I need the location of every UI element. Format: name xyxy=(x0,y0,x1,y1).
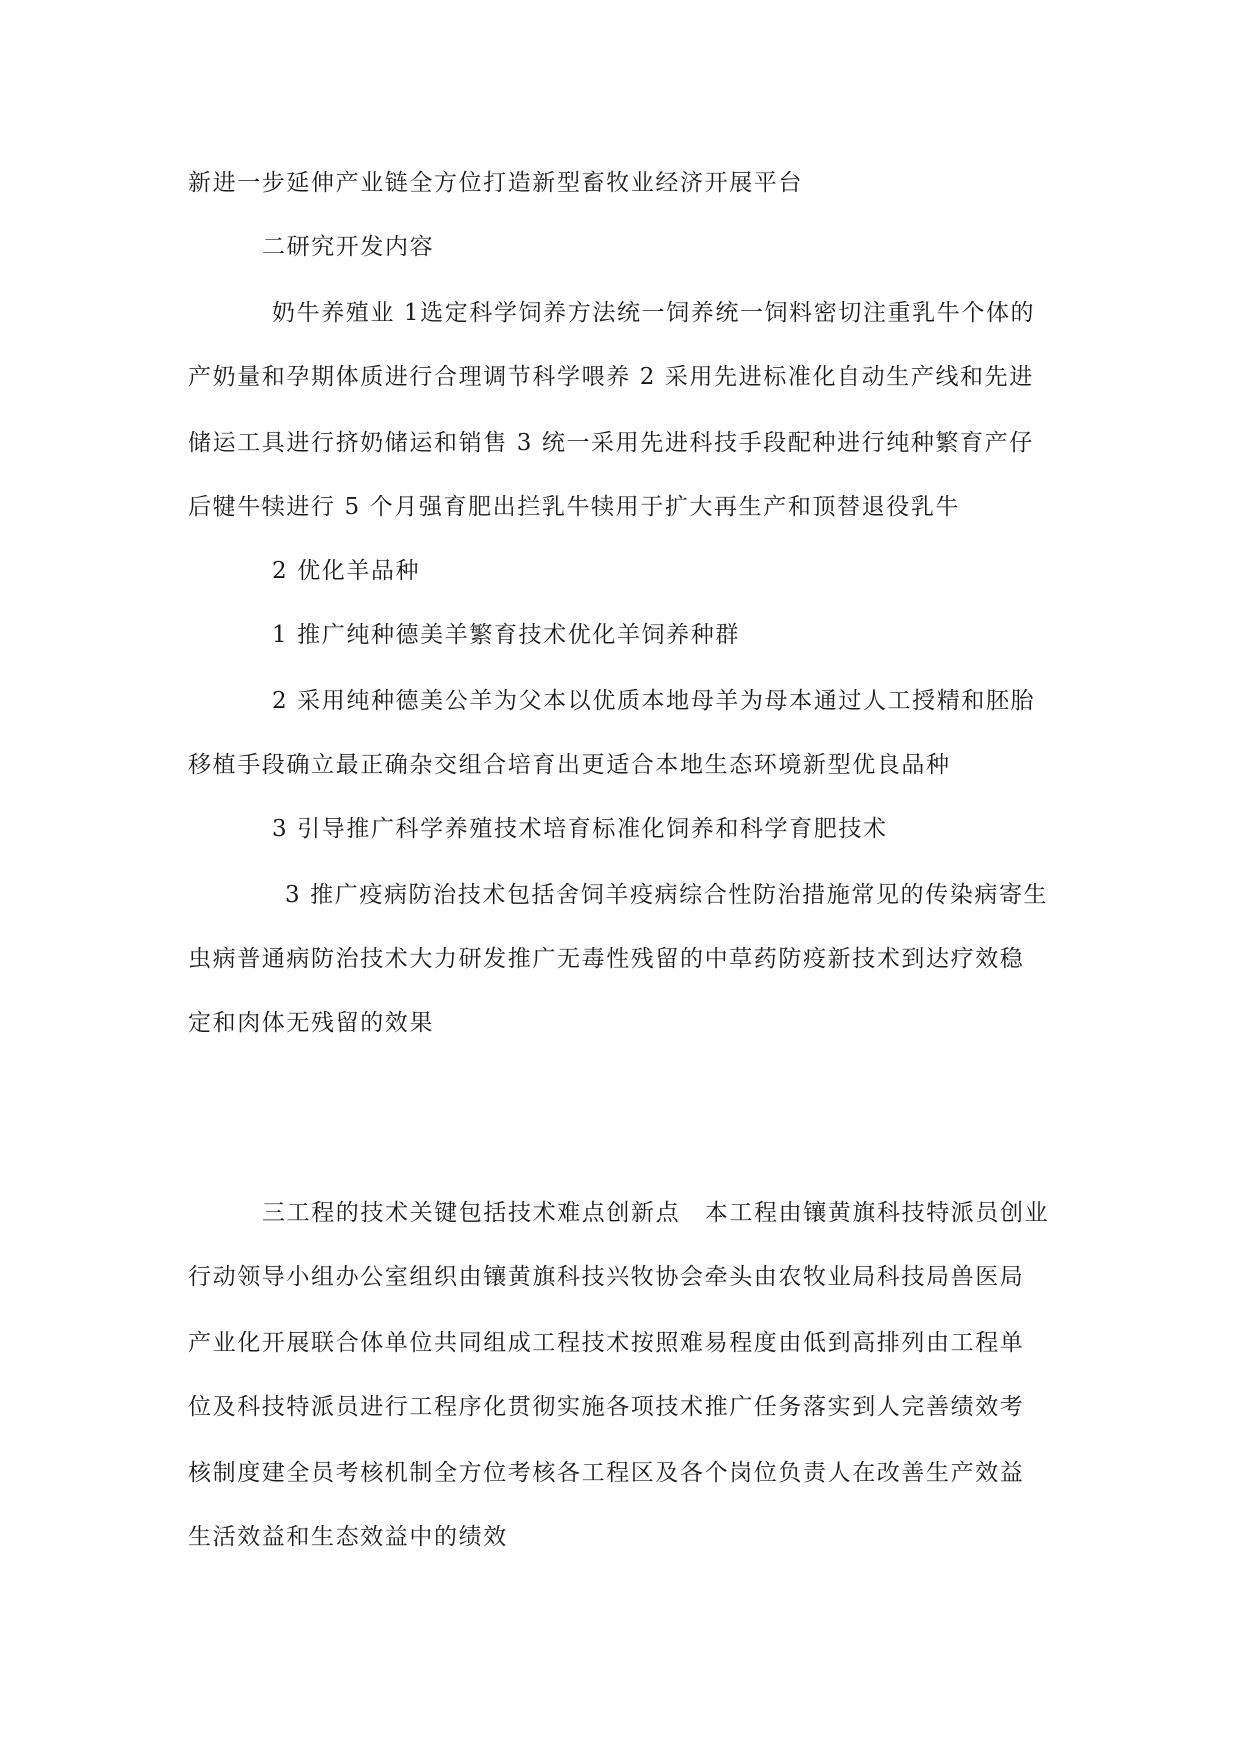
section-heading: 二研究开发内容 xyxy=(262,234,435,260)
subsection-heading: 2 优化羊品种 xyxy=(272,558,421,584)
paragraph-line: 定和肉体无残留的效果 xyxy=(188,1010,434,1036)
paragraph-line: 核制度建全员考核机制全方位考核各工程区及各个岗位负责人在改善生产效益 xyxy=(188,1460,1025,1486)
paragraph-line: 奶牛养殖业 1选定科学饲养方法统一饲养统一饲料密切注重乳牛个体的 xyxy=(272,300,1036,326)
paragraph-line: 储运工具进行挤奶储运和销售 3 统一采用先进科技手段配种进行纯种繁育产仔 xyxy=(188,430,1034,456)
paragraph-line: 移植手段确立最正确杂交组合培育出更适合本地生态环境新型优良品种 xyxy=(188,752,951,778)
paragraph-line: 1 推广纯种德美羊繁育技术优化羊饲养种群 xyxy=(272,622,740,648)
paragraph-line: 后犍牛犊进行 5 个月强育肥出拦乳牛犊用于扩大再生产和顶替退役乳牛 xyxy=(188,494,961,520)
paragraph-line: 行动领导小组办公室组织由镶黄旗科技兴牧协会牵头由农牧业局科技局兽医局 xyxy=(188,1264,1025,1290)
paragraph-line: 3 引导推广科学养殖技术培育标准化饲养和科学育肥技术 xyxy=(272,816,888,842)
section-heading: 三工程的技术关键包括技术难点创新点 本工程由镶黄旗科技特派员创业 xyxy=(262,1200,1050,1226)
paragraph-line: 2 采用纯种德美公羊为父本以优质本地母羊为母本通过人工授精和胚胎 xyxy=(272,688,1036,714)
paragraph-line: 产奶量和孕期体质进行合理调节科学喂养 2 采用先进标准化自动生产线和先进 xyxy=(188,364,1034,390)
paragraph-line: 位及科技特派员进行工程序化贯彻实施各项技术推广任务落实到人完善绩效考 xyxy=(188,1394,1025,1420)
paragraph-line: 生活效益和生态效益中的绩效 xyxy=(188,1524,508,1550)
paragraph-line: 新进一步延伸产业链全方位打造新型畜牧业经济开展平台 xyxy=(188,170,803,196)
paragraph-line: 产业化开展联合体单位共同组成工程技术按照难易程度由低到高排列由工程单 xyxy=(188,1330,1025,1356)
paragraph-line: 3 推广疫病防治技术包括舍饲羊疫病综合性防治措施常见的传染病寄生 xyxy=(285,882,1049,908)
paragraph-line: 虫病普通病防治技术大力研发推广无毒性残留的中草药防疫新技术到达疗效稳 xyxy=(188,946,1025,972)
